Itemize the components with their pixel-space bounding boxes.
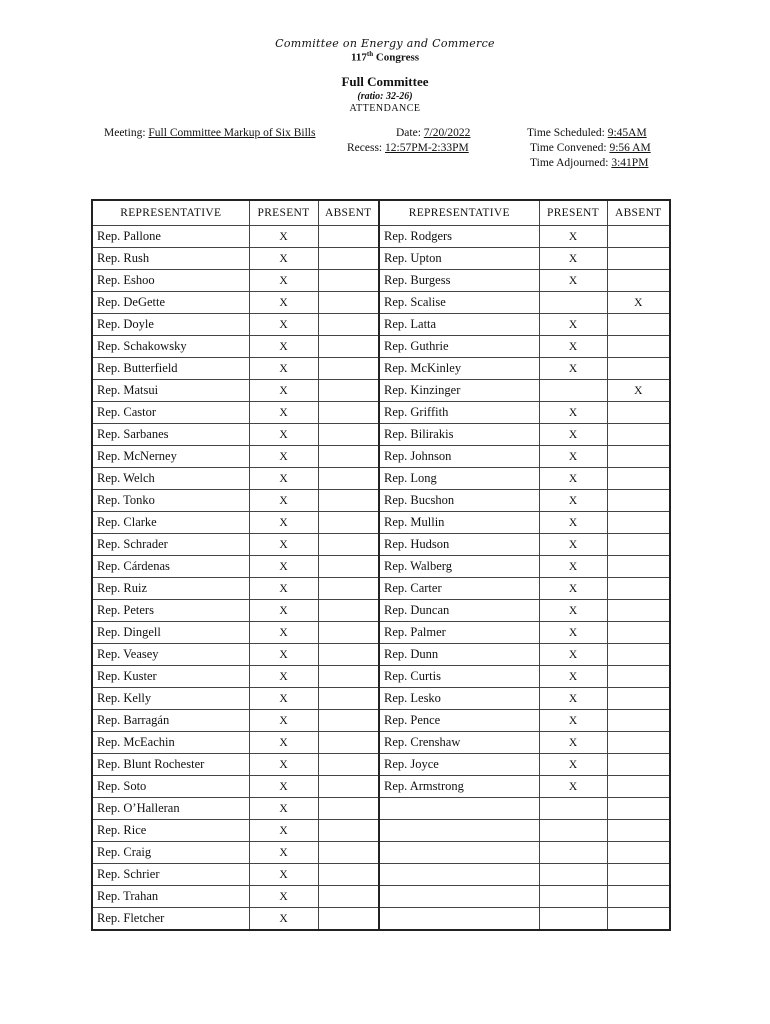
rep-name-left: Rep. Rush	[92, 248, 249, 270]
present-mark-right: X	[539, 358, 607, 380]
absent-mark-left	[318, 248, 379, 270]
table-row	[92, 314, 670, 336]
rep-name-left: Rep. Sarbanes	[92, 424, 249, 446]
rep-name-right	[379, 864, 539, 886]
rep-name-left: Rep. Barragán	[92, 710, 249, 732]
absent-mark-right	[607, 842, 670, 864]
absent-mark-right	[607, 358, 670, 380]
col-header-present-left: PRESENT	[249, 200, 318, 226]
table-row	[92, 358, 670, 380]
present-mark-right: X	[539, 270, 607, 292]
table-row	[92, 468, 670, 490]
ratio-text: (ratio: 32-26)	[357, 91, 413, 102]
table-row	[92, 776, 670, 798]
adjourned-label: Time Adjourned:	[530, 157, 609, 169]
present-mark-left: X	[249, 248, 318, 270]
rep-name-right: Rep. Burgess	[379, 270, 539, 292]
rep-name-left: Rep. Doyle	[92, 314, 249, 336]
absent-mark-right	[607, 710, 670, 732]
table-row	[92, 402, 670, 424]
date-value: 7/20/2022	[423, 127, 471, 139]
present-mark-right: X	[539, 578, 607, 600]
table-row	[92, 424, 670, 446]
congress-suffix: th	[366, 50, 374, 58]
rep-name-right: Rep. Carter	[379, 578, 539, 600]
attendance-heading: ATTENDANCE	[349, 103, 421, 114]
absent-mark-left	[318, 424, 379, 446]
congress-number: 117	[350, 51, 367, 64]
table-row	[92, 336, 670, 358]
rep-name-left: Rep. Craig	[92, 842, 249, 864]
rep-name-right	[379, 908, 539, 931]
convened-line	[530, 142, 651, 154]
rep-name-left: Rep. Castor	[92, 402, 249, 424]
rep-name-right: Rep. Upton	[379, 248, 539, 270]
absent-mark-right	[607, 402, 670, 424]
present-mark-left: X	[249, 402, 318, 424]
rep-name-left: Rep. O’Halleran	[92, 798, 249, 820]
absent-mark-left	[318, 556, 379, 578]
present-mark-right	[539, 820, 607, 842]
present-mark-left: X	[249, 490, 318, 512]
rep-name-right: Rep. Duncan	[379, 600, 539, 622]
rep-name-left: Rep. Blunt Rochester	[92, 754, 249, 776]
absent-mark-left	[318, 864, 379, 886]
present-mark-left: X	[249, 512, 318, 534]
rep-name-right	[379, 820, 539, 842]
meeting-line	[104, 127, 315, 139]
present-mark-left: X	[249, 776, 318, 798]
attendance-rows	[92, 226, 670, 931]
table-row	[92, 292, 670, 314]
absent-mark-left	[318, 710, 379, 732]
present-mark-right: X	[539, 688, 607, 710]
rep-name-right: Rep. Bucshon	[379, 490, 539, 512]
convened-label: Time Convened:	[530, 142, 607, 154]
absent-mark-right	[607, 578, 670, 600]
present-mark-right: X	[539, 644, 607, 666]
absent-mark-left	[318, 358, 379, 380]
present-mark-left: X	[249, 798, 318, 820]
rep-name-left: Rep. Tonko	[92, 490, 249, 512]
absent-mark-left	[318, 446, 379, 468]
table-row	[92, 710, 670, 732]
rep-name-right: Rep. Bilirakis	[379, 424, 539, 446]
absent-mark-left	[318, 732, 379, 754]
absent-mark-left	[318, 666, 379, 688]
rep-name-right: Rep. Scalise	[379, 292, 539, 314]
table-row	[92, 732, 670, 754]
attendance-table	[91, 199, 671, 931]
absent-mark-right	[607, 490, 670, 512]
table-row	[92, 820, 670, 842]
absent-mark-left	[318, 842, 379, 864]
absent-mark-right	[607, 732, 670, 754]
absent-mark-left	[318, 314, 379, 336]
present-mark-left: X	[249, 842, 318, 864]
col-header-representative-right: REPRESENTATIVE	[379, 200, 539, 226]
present-mark-right: X	[539, 666, 607, 688]
absent-mark-right	[607, 666, 670, 688]
rep-name-right: Rep. Crenshaw	[379, 732, 539, 754]
rep-name-left: Rep. Matsui	[92, 380, 249, 402]
absent-mark-right	[607, 798, 670, 820]
rep-name-right: Rep. Armstrong	[379, 776, 539, 798]
present-mark-left: X	[249, 908, 318, 931]
table-row	[92, 270, 670, 292]
rep-name-left: Rep. Schrader	[92, 534, 249, 556]
rep-name-left: Rep. Trahan	[92, 886, 249, 908]
absent-mark-right	[607, 314, 670, 336]
full-committee-title: Full Committee	[341, 74, 429, 89]
col-header-present-right: PRESENT	[539, 200, 607, 226]
present-mark-left: X	[249, 622, 318, 644]
present-mark-left: X	[249, 270, 318, 292]
absent-mark-right	[607, 644, 670, 666]
present-mark-left: X	[249, 820, 318, 842]
absent-mark-left	[318, 688, 379, 710]
absent-mark-left	[318, 600, 379, 622]
rep-name-left: Rep. Pallone	[92, 226, 249, 248]
present-mark-left: X	[249, 886, 318, 908]
rep-name-right: Rep. Dunn	[379, 644, 539, 666]
col-header-absent-left: ABSENT	[318, 200, 379, 226]
absent-mark-right	[607, 270, 670, 292]
present-mark-right: X	[539, 446, 607, 468]
absent-mark-left	[318, 336, 379, 358]
present-mark-right	[539, 380, 607, 402]
adjourned-value: 3:41PM	[611, 157, 649, 169]
rep-name-left: Rep. Kuster	[92, 666, 249, 688]
absent-mark-right	[607, 908, 670, 931]
rep-name-right: Rep. Pence	[379, 710, 539, 732]
table-row	[92, 226, 670, 248]
absent-mark-right	[607, 336, 670, 358]
absent-mark-left	[318, 226, 379, 248]
present-mark-left: X	[249, 600, 318, 622]
rep-name-left: Rep. Kelly	[92, 688, 249, 710]
absent-mark-left	[318, 468, 379, 490]
table-row	[92, 688, 670, 710]
meeting-label: Meeting:	[104, 127, 146, 139]
absent-mark-right	[607, 776, 670, 798]
absent-mark-right	[607, 248, 670, 270]
present-mark-left: X	[249, 424, 318, 446]
absent-mark-right	[607, 446, 670, 468]
absent-mark-right: X	[607, 380, 670, 402]
present-mark-right	[539, 864, 607, 886]
rep-name-right: Rep. Rodgers	[379, 226, 539, 248]
present-mark-left: X	[249, 754, 318, 776]
present-mark-right: X	[539, 336, 607, 358]
rep-name-left: Rep. Cárdenas	[92, 556, 249, 578]
present-mark-left: X	[249, 732, 318, 754]
rep-name-right: Rep. Latta	[379, 314, 539, 336]
rep-name-left: Rep. Fletcher	[92, 908, 249, 931]
present-mark-right: X	[539, 754, 607, 776]
absent-mark-right	[607, 556, 670, 578]
date-line	[396, 127, 470, 139]
rep-name-left: Rep. Veasey	[92, 644, 249, 666]
table-row	[92, 622, 670, 644]
absent-mark-right	[607, 622, 670, 644]
table-row	[92, 754, 670, 776]
rep-name-left: Rep. Soto	[92, 776, 249, 798]
present-mark-right: X	[539, 534, 607, 556]
rep-name-right: Rep. Palmer	[379, 622, 539, 644]
table-row	[92, 864, 670, 886]
absent-mark-right	[607, 688, 670, 710]
absent-mark-right	[607, 886, 670, 908]
rep-name-left: Rep. McEachin	[92, 732, 249, 754]
absent-mark-left	[318, 490, 379, 512]
absent-mark-left	[318, 578, 379, 600]
absent-mark-left	[318, 798, 379, 820]
rep-name-right: Rep. Mullin	[379, 512, 539, 534]
absent-mark-right: X	[607, 292, 670, 314]
rep-name-right	[379, 798, 539, 820]
table-row	[92, 556, 670, 578]
present-mark-left: X	[249, 644, 318, 666]
table-row	[92, 908, 670, 931]
recess-value: 12:57PM-2:33PM	[385, 142, 469, 154]
absent-mark-right	[607, 600, 670, 622]
absent-mark-left	[318, 402, 379, 424]
present-mark-right	[539, 842, 607, 864]
absent-mark-left	[318, 512, 379, 534]
congress-line	[0, 50, 770, 64]
present-mark-left: X	[249, 578, 318, 600]
rep-name-left: Rep. Schrier	[92, 864, 249, 886]
date-label: Date:	[396, 127, 421, 139]
scheduled-label: Time Scheduled:	[527, 127, 605, 139]
table-row	[92, 798, 670, 820]
rep-name-right: Rep. Kinzinger	[379, 380, 539, 402]
recess-line	[347, 142, 469, 154]
rep-name-right: Rep. Long	[379, 468, 539, 490]
rep-name-left: Rep. Dingell	[92, 622, 249, 644]
rep-name-left: Rep. Eshoo	[92, 270, 249, 292]
rep-name-right: Rep. McKinley	[379, 358, 539, 380]
absent-mark-right	[607, 226, 670, 248]
rep-name-left: Rep. DeGette	[92, 292, 249, 314]
present-mark-left: X	[249, 468, 318, 490]
rep-name-right: Rep. Guthrie	[379, 336, 539, 358]
absent-mark-right	[607, 754, 670, 776]
absent-mark-left	[318, 622, 379, 644]
rep-name-left: Rep. Rice	[92, 820, 249, 842]
absent-mark-left	[318, 644, 379, 666]
present-mark-right: X	[539, 776, 607, 798]
meeting-value: Full Committee Markup of Six Bills	[148, 127, 316, 139]
table-row	[92, 886, 670, 908]
absent-mark-left	[318, 820, 379, 842]
present-mark-right: X	[539, 424, 607, 446]
present-mark-right: X	[539, 622, 607, 644]
rep-name-right	[379, 842, 539, 864]
rep-name-left: Rep. Peters	[92, 600, 249, 622]
absent-mark-left	[318, 534, 379, 556]
rep-name-left: Rep. Clarke	[92, 512, 249, 534]
present-mark-left: X	[249, 666, 318, 688]
rep-name-right: Rep. Joyce	[379, 754, 539, 776]
col-header-representative-left: REPRESENTATIVE	[92, 200, 249, 226]
rep-name-left: Rep. Schakowsky	[92, 336, 249, 358]
present-mark-left: X	[249, 710, 318, 732]
absent-mark-right	[607, 512, 670, 534]
present-mark-right: X	[539, 490, 607, 512]
table-row	[92, 644, 670, 666]
absent-mark-right	[607, 864, 670, 886]
convened-value: 9:56 AM	[609, 142, 651, 154]
present-mark-right: X	[539, 732, 607, 754]
present-mark-left: X	[249, 446, 318, 468]
present-mark-left: X	[249, 864, 318, 886]
present-mark-right: X	[539, 556, 607, 578]
table-row	[92, 534, 670, 556]
rep-name-right	[379, 886, 539, 908]
adjourned-line	[530, 157, 648, 169]
present-mark-right: X	[539, 512, 607, 534]
absent-mark-left	[318, 270, 379, 292]
rep-name-right: Rep. Walberg	[379, 556, 539, 578]
header-row	[92, 200, 670, 226]
rep-name-right: Rep. Hudson	[379, 534, 539, 556]
present-mark-left: X	[249, 380, 318, 402]
present-mark-left: X	[249, 226, 318, 248]
absent-mark-left	[318, 292, 379, 314]
present-mark-right: X	[539, 226, 607, 248]
recess-label: Recess:	[347, 142, 383, 154]
committee-title: Committee on Energy and Commerce	[275, 37, 495, 50]
present-mark-left: X	[249, 292, 318, 314]
absent-mark-left	[318, 754, 379, 776]
present-mark-left: X	[249, 358, 318, 380]
present-mark-right: X	[539, 402, 607, 424]
scheduled-line	[527, 127, 647, 139]
present-mark-right	[539, 798, 607, 820]
present-mark-right	[539, 292, 607, 314]
table-row	[92, 490, 670, 512]
present-mark-left: X	[249, 534, 318, 556]
congress-word: Congress	[375, 51, 420, 64]
absent-mark-left	[318, 886, 379, 908]
present-mark-right: X	[539, 600, 607, 622]
table-row	[92, 666, 670, 688]
table-row	[92, 578, 670, 600]
present-mark-left: X	[249, 556, 318, 578]
table-row	[92, 842, 670, 864]
rep-name-right: Rep. Griffith	[379, 402, 539, 424]
rep-name-left: Rep. Ruiz	[92, 578, 249, 600]
present-mark-right	[539, 908, 607, 931]
present-mark-right	[539, 886, 607, 908]
table-row	[92, 512, 670, 534]
present-mark-right: X	[539, 248, 607, 270]
absent-mark-left	[318, 380, 379, 402]
present-mark-right: X	[539, 314, 607, 336]
rep-name-right: Rep. Lesko	[379, 688, 539, 710]
rep-name-left: Rep. McNerney	[92, 446, 249, 468]
rep-name-right: Rep. Curtis	[379, 666, 539, 688]
absent-mark-right	[607, 820, 670, 842]
scheduled-value: 9:45AM	[607, 127, 647, 139]
absent-mark-left	[318, 776, 379, 798]
table-row	[92, 446, 670, 468]
rep-name-left: Rep. Welch	[92, 468, 249, 490]
present-mark-right: X	[539, 468, 607, 490]
table-row	[92, 600, 670, 622]
present-mark-right: X	[539, 710, 607, 732]
absent-mark-right	[607, 468, 670, 490]
absent-mark-right	[607, 424, 670, 446]
present-mark-left: X	[249, 314, 318, 336]
table-row	[92, 248, 670, 270]
col-header-absent-right: ABSENT	[607, 200, 670, 226]
present-mark-left: X	[249, 688, 318, 710]
rep-name-left: Rep. Butterfield	[92, 358, 249, 380]
rep-name-right: Rep. Johnson	[379, 446, 539, 468]
table-row	[92, 380, 670, 402]
absent-mark-right	[607, 534, 670, 556]
absent-mark-left	[318, 908, 379, 931]
present-mark-left: X	[249, 336, 318, 358]
